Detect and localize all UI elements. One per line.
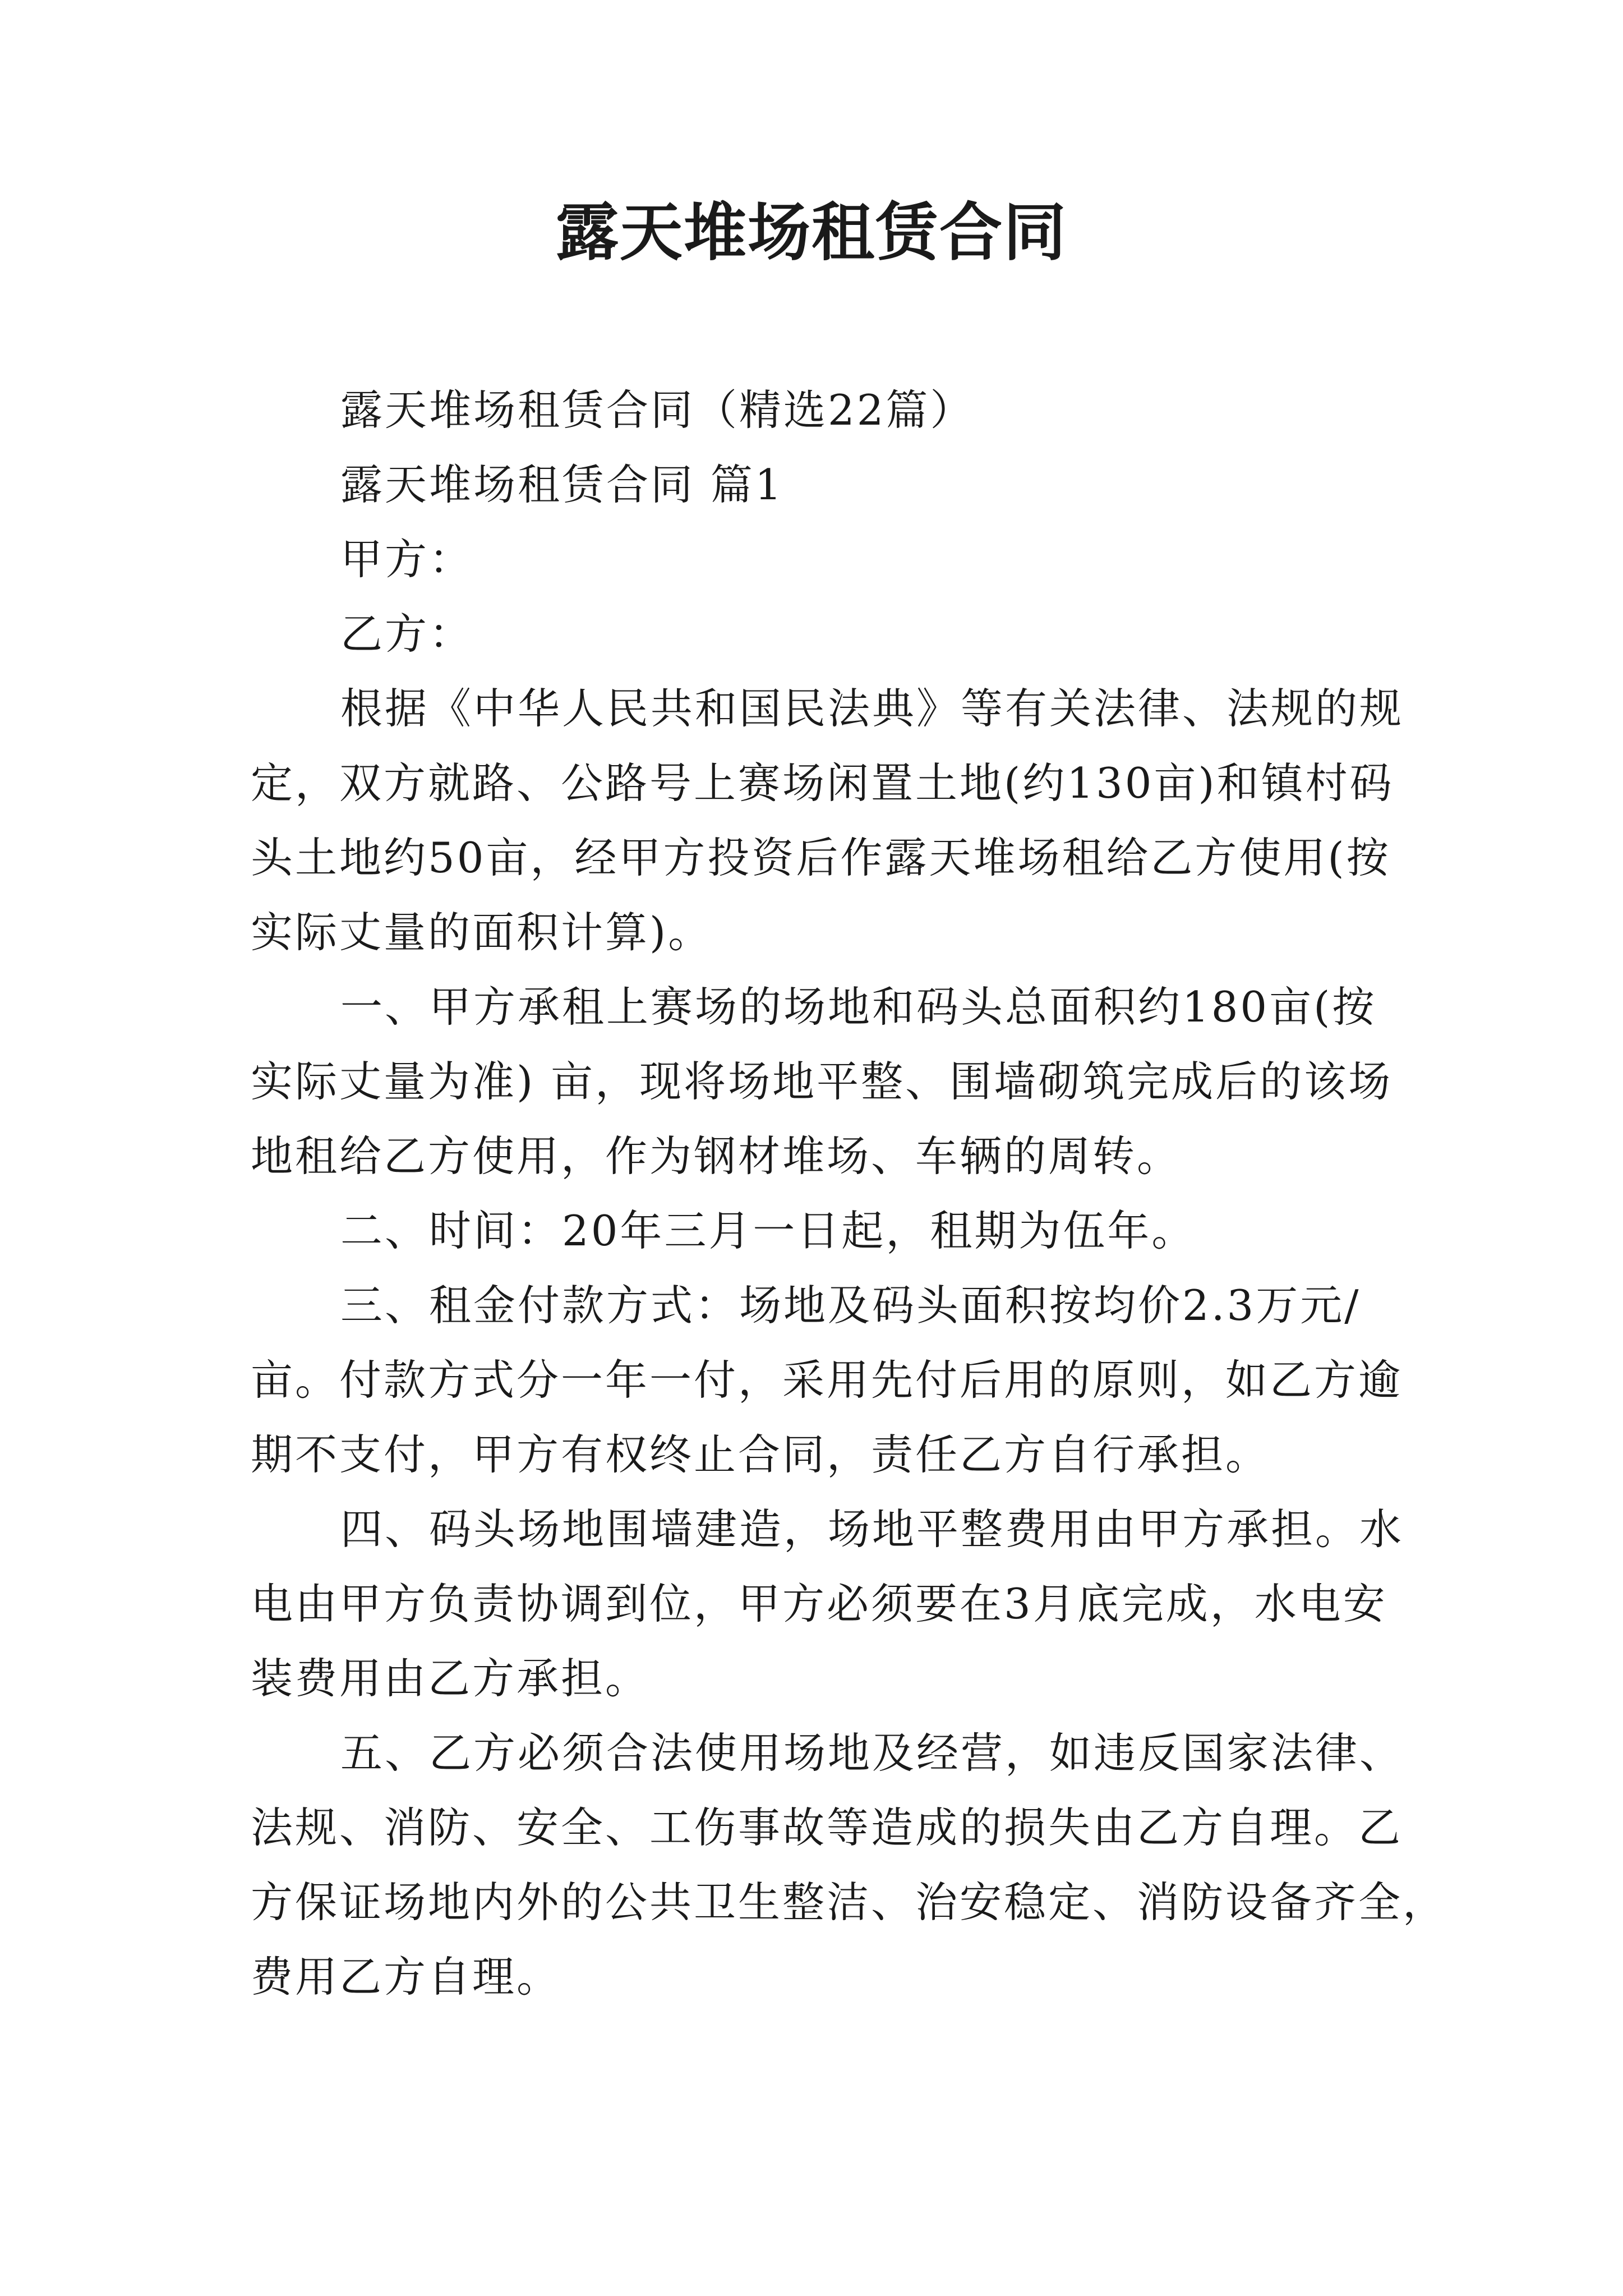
body-line: 实际丈量的面积计算)。 [251,908,713,957]
party-a-label: 甲方： [340,535,474,584]
clause-1-line: 地租给乙方使用，作为钢材堆场、车辆的周转。 [251,1131,1182,1181]
body-line: 定，双方就路、公路号上赛场闲置土地(约130亩)和镇村码 [251,758,1394,808]
document-body [251,373,1447,2014]
clause-3-line: 三、租金付款方式：场地及码头面积按均价2.3万元/ [340,1281,1361,1330]
clause-4-line: 四、码头场地围墙建造，场地平整费用由甲方承担。水 [340,1504,1404,1554]
document-title: 露天堆场租赁合同 [556,196,1067,269]
clause-4-line: 装费用由乙方承担。 [251,1654,650,1703]
clause-1-line: 实际丈量为准) 亩，现将场地平整、围墙砌筑完成后的该场 [251,1057,1393,1106]
clause-3-line: 期不支付，甲方有权终止合同，责任乙方自行承担。 [251,1430,1270,1479]
clause-5-line: 法规、消防、安全、工伤事故等造成的损失由乙方自理。乙 [251,1803,1403,1852]
body-line: 根据《中华人民共和国民法典》等有关法律、法规的规 [340,684,1404,733]
clause-5-line: 五、乙方必须合法使用场地及经营，如违反国家法律、 [340,1728,1404,1778]
party-b-label: 乙方： [340,609,474,659]
clause-1-line: 一、甲方承租上赛场的场地和码头总面积约180亩(按 [340,982,1377,1032]
clause-5-line: 方保证场地内外的公共卫生整洁、治安稳定、消防设备齐全， [251,1878,1447,1927]
section-heading: 露天堆场租赁合同 篇1 [340,460,784,509]
clause-5-line: 费用乙方自理。 [251,1952,561,2001]
subtitle-line: 露天堆场租赁合同（精选22篇） [340,385,975,435]
body-line: 头土地约50亩，经甲方投资后作露天堆场租给乙方使用(按 [251,833,1391,882]
clause-2-line: 二、时间：20年三月一日起，租期为伍年。 [340,1206,1196,1255]
clause-4-line: 电由甲方负责协调到位，甲方必须要在3月底完成，水电安 [251,1579,1387,1628]
clause-3-line: 亩。付款方式分一年一付，采用先付后用的原则，如乙方逾 [251,1355,1403,1405]
